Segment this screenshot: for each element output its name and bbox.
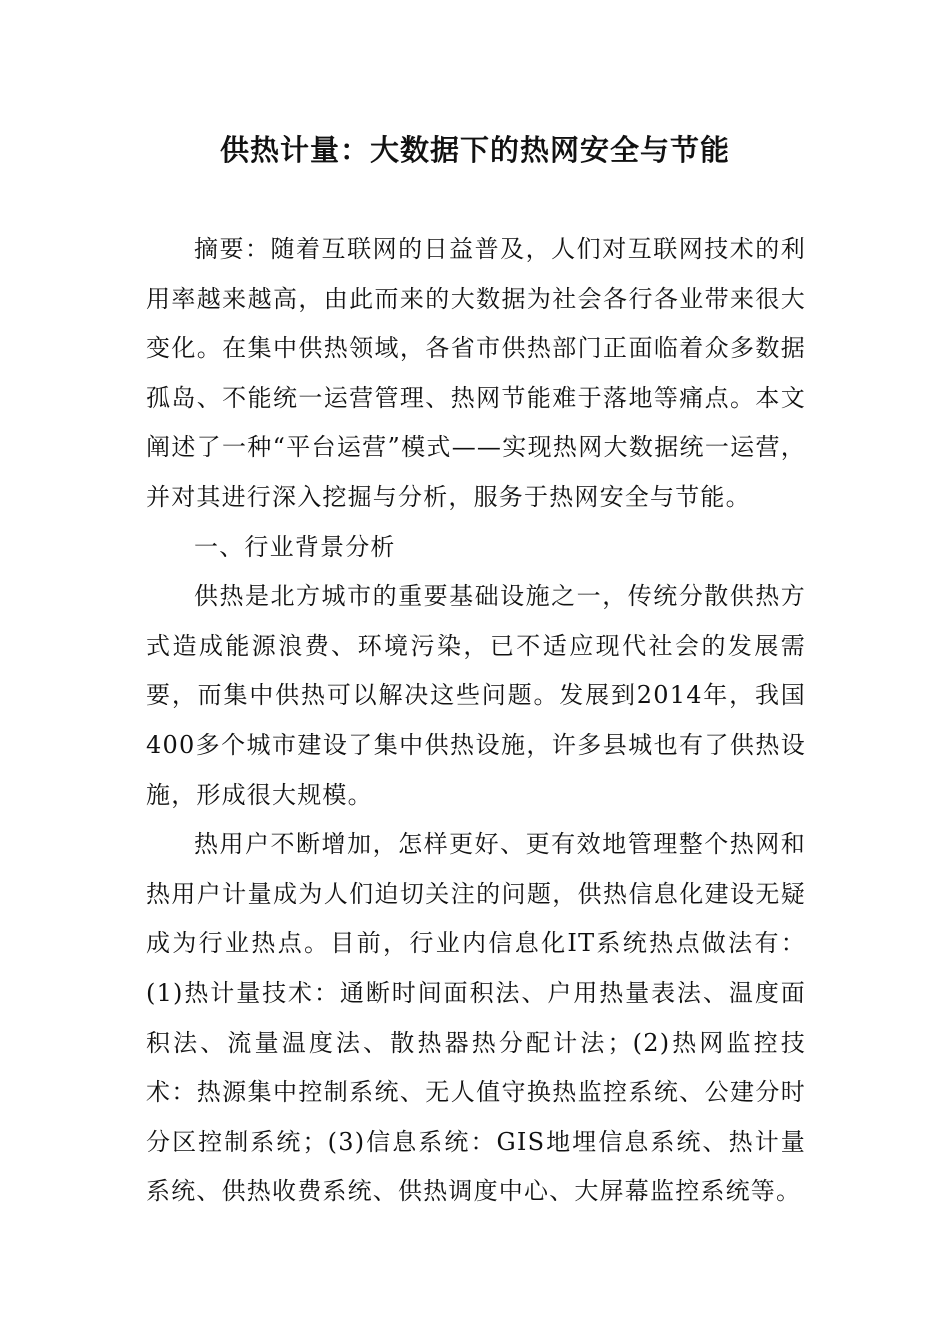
body-paragraph: 热用户不断增加，怎样更好、更有效地管理整个热网和热用户计量成为人们迫切关注的问题，供热信息化建设无疑成为行业热点。目前，行业内信息化IT系统热点做法有：(1)热计量技术：通断时间面积法、户用热量表法、温度面积法、流量温度法、散热器热分配计法；(2)热网监控技术：热源集中控制系统、无人值守换热监控系统、公建分时分区控制系统；(3)信息系统：GIS地埋信息系统、热计量系统、供热收费系统、供热调度中心、大屏幕监控系统等。: [146, 830, 806, 1206]
document-title: 供热计量：大数据下的热网安全与节能: [219, 133, 730, 167]
abstract-paragraph: 摘要：随着互联网的日益普及，人们对互联网技术的利用率越来越高，由此而来的大数据为社会各行各业带来很大变化。在集中供热领域，各省市供热部门正面临着众多数据孤岛、不能统一运营管理、热网节能难于落地等痛点。本文阐述了一种“平台运营”模式——实现热网大数据统一运营，并对其进行深入挖掘与分析，服务于热网安全与节能。: [146, 235, 806, 511]
section-heading: 一、行业背景分析: [194, 532, 396, 561]
document-body: [146, 225, 806, 1217]
body-paragraph: 供热是北方城市的重要基础设施之一，传统分散供热方式造成能源浪费、环境污染，已不适应现代社会的发展需要，而集中供热可以解决这些问题。发展到2014年，我国400多个城市建设了集中供热设施，许多县城也有了供热设施，形成很大规模。: [146, 582, 806, 809]
